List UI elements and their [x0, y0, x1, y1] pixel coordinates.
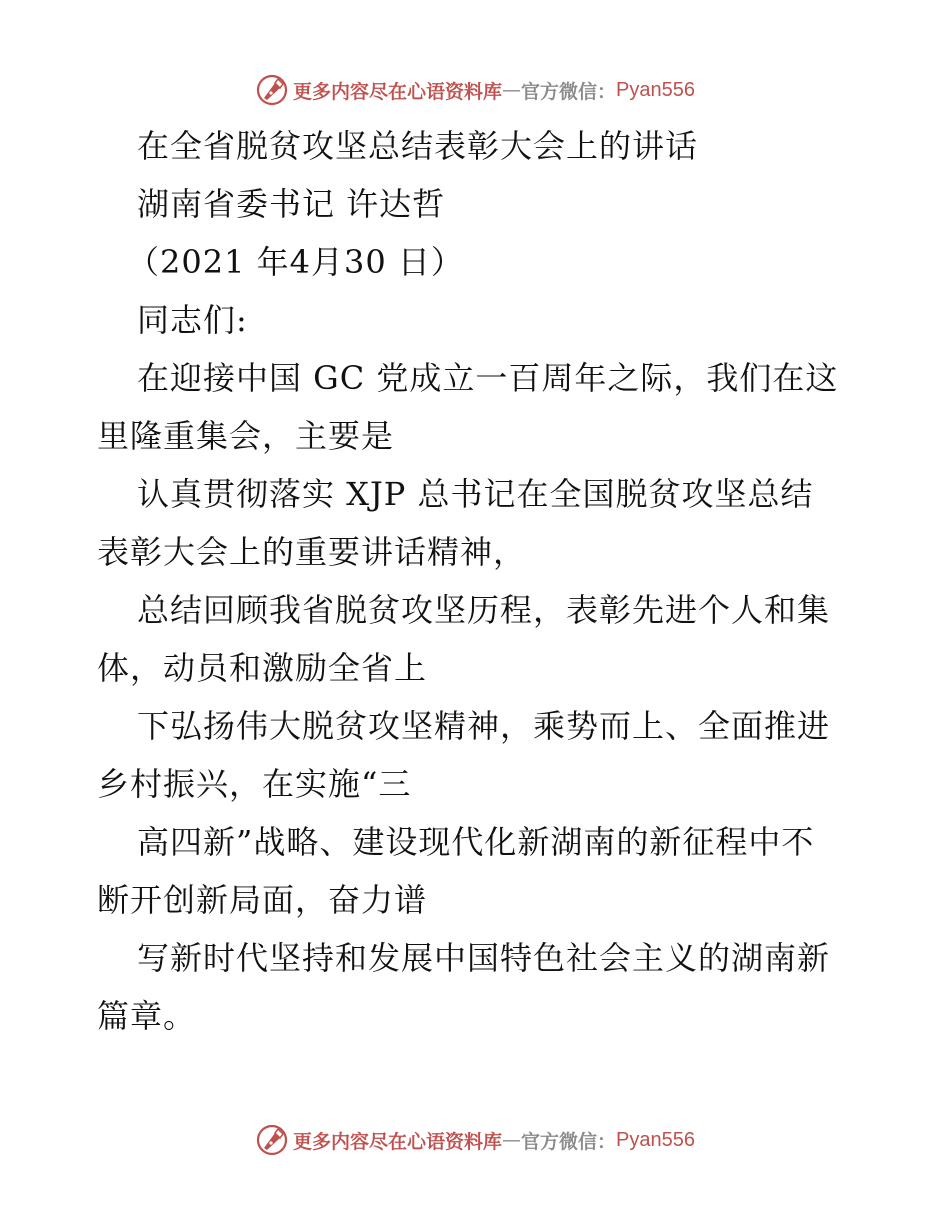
paragraph-line: 篇章。 — [97, 997, 197, 1035]
banner-main-text: 更多内容尽在心语资料库 — [293, 80, 503, 103]
paragraph-line: 断开创新局面，奋力谱 — [97, 881, 428, 919]
banner-wechat-id: Pyan556 — [616, 78, 695, 101]
paragraph-line: 乡村振兴，在实施“三 — [97, 765, 412, 803]
paragraph-line: 高四新”战略、建设现代化新湖南的新征程中不 — [137, 823, 815, 861]
document-salutation: 同志们: — [137, 301, 248, 339]
paragraph-line: 下弘扬伟大脱贫攻坚精神，乘势而上、全面推进 — [137, 707, 831, 745]
banner-brand-text: 官方微信： — [521, 80, 617, 103]
document-title: 在全省脱贫攻坚总结表彰大会上的讲话 — [137, 127, 699, 165]
paragraph-line: 表彰大会上的重要讲话精神， — [97, 533, 527, 571]
paragraph-line: 在迎接中国 GC 党成立一百周年之际，我们在这 — [137, 359, 839, 397]
paragraph-line: 体，动员和激励全省上 — [97, 649, 428, 687]
banner-main-text: 更多内容尽在心语资料库 — [293, 1130, 503, 1153]
paragraph-line: 写新时代坚持和发展中国特色社会主义的湖南新 — [137, 939, 831, 977]
banner-brand-text: 官方微信： — [521, 1130, 617, 1153]
document-date: （2021 年4月30 日） — [127, 243, 464, 281]
header-banner — [0, 70, 950, 110]
banner-separator: — — [502, 79, 522, 101]
paragraph-line: 总结回顾我省脱贫攻坚历程，表彰先进个人和集 — [137, 591, 831, 629]
document-body — [97, 117, 857, 1045]
footer-banner — [0, 1120, 950, 1160]
banner-wechat-id: Pyan556 — [616, 1128, 695, 1151]
paragraph-line: 认真贯彻落实 XJP 总书记在全国脱贫攻坚总结 — [137, 475, 814, 513]
pen-nib-logo-icon — [255, 73, 289, 107]
paragraph-line: 里隆重集会，主要是 — [97, 417, 395, 455]
banner-separator: — — [502, 1129, 522, 1151]
document-speaker: 湖南省委书记 许达哲 — [137, 185, 446, 223]
pen-nib-logo-icon — [255, 1123, 289, 1157]
